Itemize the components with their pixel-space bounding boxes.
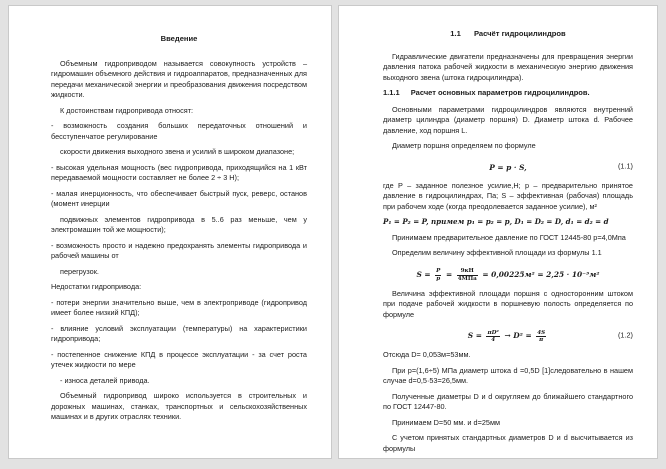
paragraph: где P – заданное полезное усилие,Н; p – предварительно принятое давление в гидроцилиндрах, Па; S – эффективная (рабочая) площадь при рабочем ходе (когда преодолевается заданное усилие), м²: [383, 180, 633, 211]
formula-expression: P = p · S,: [489, 162, 527, 172]
heading-text: Расчёт гидроцилиндров: [473, 29, 566, 38]
paragraph: Основными параметрами гидроцилиндров являются внутренний диаметр цилиндра (диаметр поршня) D. Диаметр штока d. Рабочее давление, ход поршня L.: [383, 104, 633, 135]
paragraph: - возможность просто и надежно предохранять элементы гидропривода и рабочей машины от: [51, 240, 307, 260]
section-heading-1-1-1: [383, 88, 633, 99]
fraction: [536, 330, 546, 345]
paragraph: Отсюда D= 0,053м=53мм.: [383, 350, 471, 360]
fraction-denominator: π: [539, 337, 544, 344]
formula-1-1: [383, 157, 633, 175]
fraction-denominator: 4МПа: [457, 275, 477, 282]
heading-number: 1.1.1: [383, 88, 400, 97]
paragraph: перегрузок.: [60, 266, 99, 276]
section-heading-1-1: [383, 29, 633, 40]
document-page-left[interactable]: [8, 5, 332, 459]
paragraph: скорости движения выходного звена и усилий в широком диапазоне;: [60, 147, 295, 156]
paragraph: Объемным гидроприводом называется совокупность устройств – гидромашин объемного действия и гидроаппаратов, предназначенных для передачи механической энергии и преобразования движения посредством жидкости.: [51, 58, 307, 99]
paragraph: - малая инерционность, что обеспечивает быстрый пуск, реверс, останов (момент инерции: [51, 188, 307, 208]
math-assumptions-line: P₁ = P₂ = P, примем p₁ = p₂ = p, D₁ = D₂ = D, d₁ = d₂ = d: [383, 217, 609, 226]
paragraph: Объемный гидропривод широко используется в строительных и дорожных машинах, станках, транспортных и сельскохозяйственных машинах и в других отраслях техники.: [51, 391, 307, 421]
fraction-denominator: 4: [491, 337, 496, 344]
fraction: [486, 330, 499, 345]
fraction-denominator: p: [436, 275, 441, 282]
paragraph: подвижных элементов гидропривода в 5..6 раз меньше, чем у электромашин той же мощности);: [51, 214, 307, 234]
paragraph: - возможность создания больших передаточных отношений и бесступенчатое регулирование: [51, 121, 307, 141]
paragraph: К достоинствам гидропривода относят:: [60, 105, 194, 115]
paragraph: Принимаем предварительное давление по ГОСТ 12445-80 p=4,0Мпа: [392, 232, 626, 242]
formula-1-2: [383, 325, 633, 344]
heading-text: Расчет основных параметров гидроцилиндров.: [410, 88, 590, 97]
formula-expression: [467, 329, 548, 344]
paragraph: При p=(1,6÷5) МПа диаметр штока d =0,5D [1]следовательно в нашем случае d=0,5·53=26,5мм.: [383, 365, 633, 386]
arrow-icon: →: [504, 331, 511, 341]
paragraph: Определим величину эффективной площади из формулы 1.1: [392, 248, 602, 257]
equation-number: (1.2): [617, 330, 633, 340]
formula-lead: S =: [467, 331, 482, 341]
document-page-right[interactable]: [338, 5, 658, 459]
formula-expression: [416, 268, 600, 282]
formula-lead: S =: [416, 269, 431, 279]
formula-effective-area: [383, 264, 633, 283]
fraction-numerator: 4S: [537, 329, 546, 336]
fraction-numerator: P: [436, 268, 441, 275]
paragraph: - износа деталей привода.: [60, 375, 150, 385]
fraction: [457, 268, 478, 283]
formula-result: = 0,00225м² = 2,25 · 10⁻³м²: [482, 269, 600, 279]
fraction-numerator: πD²: [487, 329, 499, 336]
formula-mid: D² =: [513, 331, 532, 341]
page-title: Введение: [160, 34, 198, 43]
paragraph: Диаметр поршня определяем по формуле: [392, 141, 536, 150]
fraction-numerator: 9кН: [457, 268, 478, 276]
paragraph: - высокая удельная мощность (вес гидропривода, приходящийся на 1 кВт передаваемой мощности составляет не более 2 ÷ 3 Н);: [51, 162, 307, 182]
paragraph: Полученные диаметры D и d округляем до ближайшего стандартного по ГОСТ 12447-80.: [383, 391, 633, 412]
paragraph: Недостатки гидропривода:: [51, 282, 142, 291]
paragraph: - потери энергии значительно выше, чем в электроприводе (гидропривод имеет более низкий КПД);: [51, 297, 307, 317]
paragraph: Гидравлические двигатели предназначены для превращения энергии давления патока рабочей жидкости в механическую энергию движения выходного звена (штока гидроцилиндра).: [383, 51, 633, 82]
paragraph: Принимаем D=50 мм. и d=25мм: [392, 417, 500, 427]
paragraph: - влияние условий эксплуатации (температуры) на характеристики гидропривода;: [51, 323, 307, 343]
equation-number: (1.1): [617, 161, 633, 170]
equals-sign: =: [445, 269, 453, 279]
fraction: [435, 268, 441, 283]
heading-number: 1.1: [450, 29, 461, 38]
paragraph: - постепенное снижение КПД в процессе эксплуатации - за счет роста утечек жидкости по мере: [51, 349, 307, 369]
paragraph: Величина эффективной площади поршня с односторонним штоком при подаче рабочей жидкости в поршневую полость определяется по формуле: [383, 288, 633, 319]
paragraph: С учетом принятых стандартных диаметров D и d высчитывается из формулы: [383, 433, 633, 453]
